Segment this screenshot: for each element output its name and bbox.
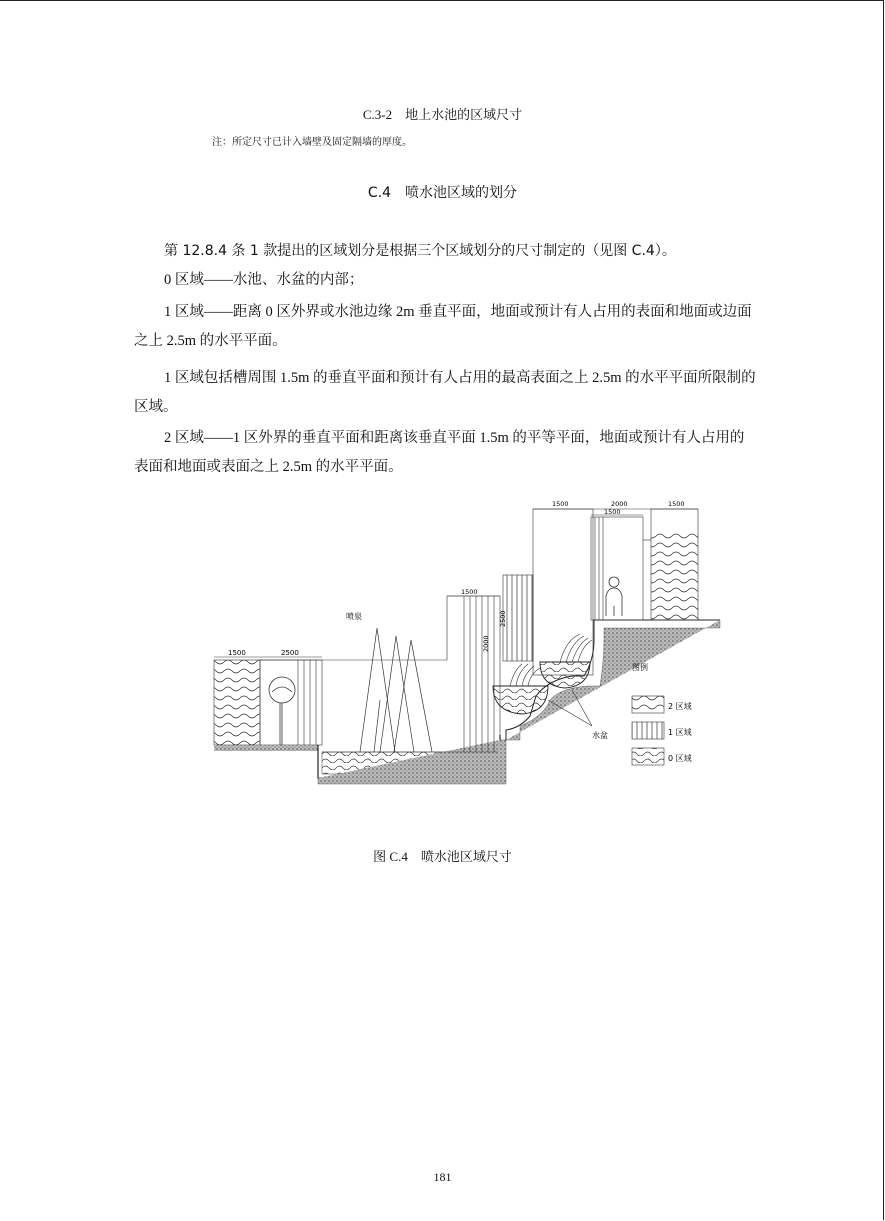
paragraph-3: 1 区域——距离 0 区外界或水池边缘 2m 垂直平面，地面或预计有人占用的表面和地面或边面之上 2.5m 的水平平面。	[134, 304, 752, 349]
zone1-mid-area	[503, 575, 533, 661]
figure-caption: 图 C.4 喷水池区域尺寸	[373, 849, 512, 864]
section-title: C.4 喷水池区域的划分	[367, 185, 518, 201]
paragraph-2: 0 区域——水池、水盆的内部；	[164, 272, 364, 288]
paragraph-4: 1 区域包括槽周围 1.5m 的垂直平面和预计有人占用的最高表面之上 2.5m 的水平平面所限制的区域。	[134, 370, 756, 415]
label-fountain: 喷泉	[346, 612, 362, 621]
legend-label-zone0: 0 区域	[668, 754, 692, 763]
note: 注：所定尺寸已计入墙壁及固定隔墙的厚度。	[212, 137, 412, 148]
person-icon	[606, 577, 622, 616]
lower-basin	[493, 686, 548, 714]
fountain-jets	[360, 628, 432, 752]
dim-label: 2500	[281, 649, 299, 657]
legend-label-zone1: 1 区域	[668, 728, 692, 737]
dim-label: 1500	[228, 649, 246, 657]
ground	[214, 745, 318, 751]
legend-swatch-zone2	[632, 696, 664, 713]
page-number: 181	[433, 1170, 452, 1184]
dim-label: 1500	[668, 500, 685, 508]
dim-label: 2000	[611, 500, 628, 508]
dim-label: 1500	[552, 500, 569, 508]
legend-swatch-zone0	[632, 748, 664, 765]
zone2-right-area	[651, 532, 698, 620]
zone1-left-area	[260, 660, 322, 745]
paragraph-5: 2 区域——1 区外界的垂直平面和距离该垂直平面 1.5m 的平等平面，地面或预计有人占用的表面和地面或表面之上 2.5m 的水平平面。	[134, 430, 745, 475]
zone2-left-area	[214, 660, 260, 745]
dim-label: 2000	[482, 635, 490, 652]
table-caption: C.3-2 地上水池的区域尺寸	[362, 107, 523, 122]
tree-icon	[269, 677, 295, 745]
dim-label: 1500	[604, 508, 621, 516]
paragraph-1: 第 12.8.4 条 1 款提出的区域划分是根据三个区域划分的尺寸制定的（见图 C.4）。	[164, 243, 676, 259]
label-basin: 水盆	[592, 731, 608, 740]
dim-label: 1500	[461, 588, 478, 596]
legend-title: 图例	[632, 663, 648, 672]
fountain-zone-diagram	[205, 494, 725, 794]
dim-label: 2500	[499, 610, 507, 627]
legend-label-zone2: 2 区域	[668, 702, 692, 711]
legend-swatch-zone1	[632, 722, 664, 739]
